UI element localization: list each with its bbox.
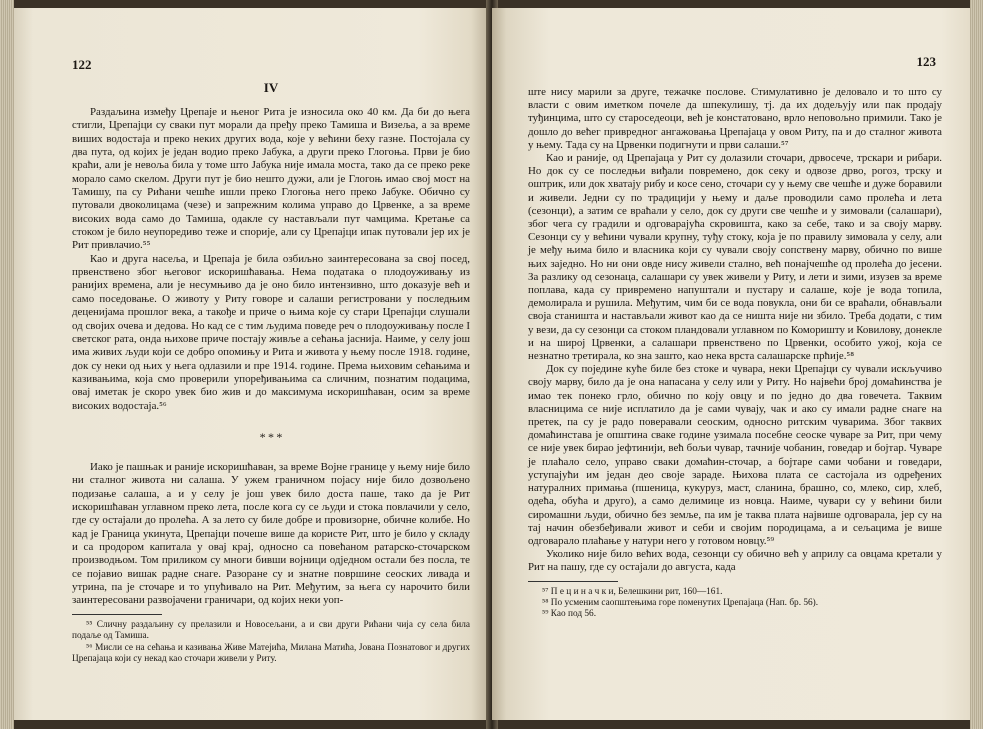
page-edges-left [0, 0, 14, 729]
right-page-body [528, 86, 942, 575]
paragraph: Као и друга насеља, и Црепаја је била озбиљно заинтересована за свој посед, првенствено због његовог искоришћавања. Нема података о плодоуживању из ранијих времена, али је несумњиво да је оно било интензивно, што доказује већ и само поседовање. О животу у Риту говоре и салаши регистровани у последњим деценијама прошлог века, а такође и приче о њима које су стари Црепајци слушали од својих очева и дедова. Но кад се с тим људима поведе реч о плодоуживању после I светског рата, онда њихове приче постају живље а сећања јаснија. Наиме, у селу још има живих људи који се добро опомињу и Рита и живота у њему после 1918. године, док су неки од њих у њега одлазили и пре 1914. године. Према њиховим сећањима и казивањима, која смо проверили упоређивањима са сличним, познатим подацима, овај иметак је скоро увек био жив и до максимума искоришћаван, осим за време високих водостаја.⁵⁶ [72, 252, 470, 412]
footnotes [528, 587, 942, 621]
page-edges-right [970, 0, 983, 729]
footnote: ⁵⁹ Као под 56. [542, 609, 597, 620]
section-separator: * * * [259, 429, 283, 444]
footnote: ⁵⁵ Сличну раздаљину су прелазили и Новосељани, а и сви други Рићани чија су села била подаље од Тамиша. [72, 619, 470, 642]
footnotes [72, 620, 470, 666]
left-page [14, 8, 490, 720]
footnote: ⁵⁸ По усменим саопштењима горе поменутих Црепајаца (Нап. бр. 56). [542, 597, 819, 608]
paragraph: Иако је пашњак и раније искоришћаван, за време Војне границе у њему није било ни сталног живота ни салаша. У ужем граничном појасу није било дозвољено подизање салаша, а и у селу је још увек било доста паше, тако да је Рит искоришћаван углавном преко лета, после кога су се људи и стока повлачили у село, где су остајали до пролећа. А за лето су биле добре и провизорне, обичне колибе. Но кад је Граница укинута, Црепајци почеше више да користе Рит, што је било у складу и са продором капитала у овај крај, односно са повећаном ратарско-сточарском производњом. Том приликом су многи бивши војници одједном остали без посла, те се појавио вишак радне снаге. Разоране су и знатне површине сеоских ливада и утрина, па је сточаре и то упућивало на Рит. Међутим, за њега су нарочито били заинтересовани развојачени граничари, од којих неки уоп- [72, 460, 470, 607]
paragraph: Уколико није било већих вода, сезонци су обично већ у априлу са овцама кретали у Рит на пашу, где су остајали до августа, када [528, 548, 942, 574]
footnote-rule [528, 581, 618, 582]
chapter-heading: IV [263, 80, 279, 95]
paragraph: Као и раније, од Црепајаца у Рит су долазили сточари, дрвосече, трскари и рибари. Но док су се последњи виђали повремено, док секу и одвозе дрво, рогоз, трску и оштрик, или док хватају рибу и косе сено, сточари су у њему све чешће и дуже боравили и живели. Једни су по традицији у њему и даље проводили само пролећа и лета (сезонци), а затим се враћали у село, док су други све чешће и у зимовали (салашари), због чега су градили и одговарајућа скровишта, како за себе, тако и за своју марву. Сезонци су у већини чували крупну, туђу стоку, која је по правилу зимовала у селу, али је међу њима било и власника који су чували своју сопствену марву, обично по више њих заједно. Но ни они овде нису живели стално, већ понајчешће од пролећа до јесени. За разлику од сезонаца, салашари су увек живели у Риту, и лети и зими, изузев за време поплава, када су привремено напуштали и пустару и салаше, које је вода топила, демолирала и рушила. Међутим, чим би се вода повукла, они би се враћали, обнављали своја станишта и настављали живот као да се ништа није ни збило. Треба додати, с тим у вези, да су сезонци са стоком пландовали углавном по Коморишту и Ковилову, донекле и на широј Црвенки, а салашари првенствено по Црвенки, особито ужој, која се незнатно третирала, ко зна зашто, као нека врста салашарске прћије.⁵⁸ [528, 152, 942, 363]
page-number: 123 [916, 54, 936, 69]
footnote: ⁵⁷ П е ц и н а ч к и, Белешкини рит, 160—161. [542, 586, 723, 597]
right-page [492, 8, 970, 720]
left-page-body [72, 106, 470, 608]
paragraph: Раздаљина између Црепаје и њеног Рита је износила око 40 км. Да би до њега стигли, Црепајци су сваки пут морали да пређу преко Тамиша и Визеља, а за време виших водостаја и преко неких других вода, које у већини беху газне. Постојала су два пута, од којих је један водио преко Јабука, а други преко Глогоња. Први је био краћи, али је невоља била у томе што Јабука није имала моста, тако да се преко реке морало само скелом. Други пут је био нешто дужи, али је Глогоњ имао свој мост на Тамишу, па су Рићани чешће ишли преко Глогоња него преко Јабуке. Обично су путовали двоколицама (чезе) и запрежним колима управо до Црвенке, а за време високих вода само до Тамиша, одакле су настављали пут чамцима. Кретање са стоком је било неупоредиво теже и спорије, али су Црепајци ипак путовали јер их је Рит привлачио.⁵⁵ [72, 106, 470, 252]
footnote-rule [72, 614, 162, 615]
footnote: ⁵⁶ Мисли се на сећања и казивања Живе Матејића, Милана Матића, Јована Познатовог и других Црепајаца који су некад као сточари живели у Риту. [72, 642, 470, 664]
paragraph: Док су поједине куће биле без стоке и чувара, неки Црепајци су чували искључиво своју марву, било да је она напасана у селу или у Риту. Но највећи број домаћинства је имао тек понеко грло, обично по коју овцу и по једно до два говечета. Таквим власницима се није исплатило да је сами чувају, чак и ако су имали радне снаге на претек, па су је радо поверавали сеоским, односно ритским чуварима. Због таквих домаћинстава је општина сваке године узимала посебне сеоске чуваре за Рит, при чему се није увек бирао јефтинији, већ бољи чувар, тачније чобанин, говедар и бојтар. Чуваре је плаћало село, управо сваки домаћин-сточар, а бојтаре сами чобани и говедари, уступајући им један део своје зараде. Њихова плата се састојала из одређених натуралних примања (пшеница, кукуруз, маст, сланина, брашно, со, млеко, сир, хлеб, одећа, обућа и друго), а само делимице из новца. Наиме, чувари су у већини били сиромашни људи, обично без земље, па им је таква плата највише одговарала, јер су на тај начин обезбеђивали живот и себи и својим породицама, а и сељацима је више одговарало плаћање у натури него у готовом новцу.⁵⁹ [528, 363, 942, 547]
paragraph: ште нису марили за друге, тежачке послове. Стимулативно је деловало и то што су власти с овим иметком почеле да шпекулишу, тј. да их додељују или пак продају туђинцима, што су староседеоци, већ је констатовано, врло неповољно примили. Тако је дошло до већег привредног ангажовања Црепајаца у овом Риту, па и до сталног живота у њему. Тада су на Црвенки подигнути и први салаши.⁵⁷ [528, 86, 942, 151]
page-number: 122 [72, 57, 92, 72]
